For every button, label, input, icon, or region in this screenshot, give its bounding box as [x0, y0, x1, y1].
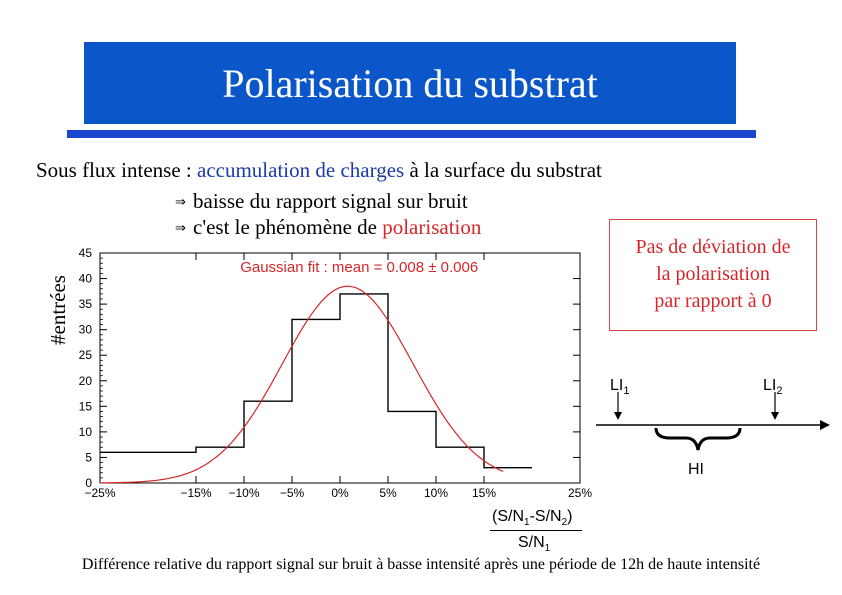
y-tick-label: 40	[78, 271, 92, 286]
y-tick-label: 20	[78, 373, 92, 388]
implication-1	[175, 189, 468, 214]
x-tick-label: 10%	[423, 486, 449, 500]
implication-2	[175, 215, 481, 240]
histogram-bar	[340, 294, 388, 483]
y-axis-label: #entrées	[46, 275, 70, 345]
li1-arrow-icon	[614, 412, 622, 420]
fraction-bar	[490, 530, 582, 531]
slide-caption: Différence relative du rapport signal sur bruit à basse intensité après une période de 12h de haute intensité	[81, 556, 761, 573]
callout-box	[609, 219, 817, 331]
x-tick-label: −15%	[180, 486, 212, 500]
x-tick-label: 5%	[379, 486, 397, 500]
li1-label: $LI_1$	[610, 377, 630, 397]
implies-arrow-icon: ⇒	[175, 194, 186, 209]
intro-highlight: accumulation de charges	[197, 158, 405, 182]
callout-line-2: la polarisation	[656, 263, 770, 285]
callout-line-1: Pas de déviation de	[635, 236, 791, 258]
y-tick-label: 5	[85, 450, 92, 465]
hi-brace-icon	[656, 428, 740, 450]
timeline-diagram	[590, 370, 830, 480]
y-tick-label: 30	[78, 322, 92, 337]
implies-arrow-icon: ⇒	[175, 220, 186, 235]
y-tick-label: 10	[78, 424, 92, 439]
histogram-bar	[196, 447, 244, 483]
y-tick-label: 35	[78, 297, 92, 312]
intro-line	[36, 158, 602, 183]
y-tick-label: 0	[85, 476, 92, 490]
histogram-bar	[436, 447, 484, 483]
gaussian-fit-curve	[100, 286, 503, 483]
histogram-chart	[60, 245, 600, 507]
implication-2-text: c'est le phénomène de	[193, 215, 383, 239]
li2-arrow-icon	[771, 412, 779, 420]
x-tick-label: 25%	[567, 486, 593, 500]
histogram-bar	[292, 319, 340, 483]
implication-2-highlight: polarisation	[382, 215, 482, 239]
intro-prefix: Sous flux intense :	[36, 158, 197, 182]
x-tick-label: −25%	[84, 486, 116, 500]
li2-label: $LI_2$	[763, 377, 783, 397]
histogram-bar	[388, 411, 436, 483]
y-tick-label: 45	[78, 246, 92, 260]
slide-title: Polarisation du substrat	[222, 61, 598, 106]
histogram-bar	[244, 401, 292, 483]
x-tick-label: 15%	[471, 486, 497, 500]
ratio-numerator: $(S/N_1-S/N_2)$	[492, 508, 573, 529]
x-tick-label: −10%	[228, 486, 260, 500]
x-tick-label: −5%	[279, 486, 305, 500]
histogram-outline	[100, 294, 532, 468]
histogram-bar	[484, 468, 532, 483]
y-tick-label: 25	[78, 348, 92, 363]
x-tick-label: 0%	[331, 486, 349, 500]
intro-suffix: à la surface du substrat	[404, 158, 602, 182]
callout-line-3: par rapport à 0	[654, 290, 772, 312]
fit-annotation: Gaussian fit : mean = 0.008 ± 0.006	[240, 258, 479, 276]
timeline-arrowhead-icon	[820, 420, 830, 430]
ratio-denominator: $S/N_1$	[518, 534, 551, 555]
y-tick-label: 15	[78, 399, 92, 414]
implication-1-text: baisse du rapport signal sur bruit	[193, 189, 468, 213]
hi-label: HI	[688, 461, 704, 478]
title-underline	[67, 130, 756, 138]
histogram-bar	[100, 452, 196, 483]
